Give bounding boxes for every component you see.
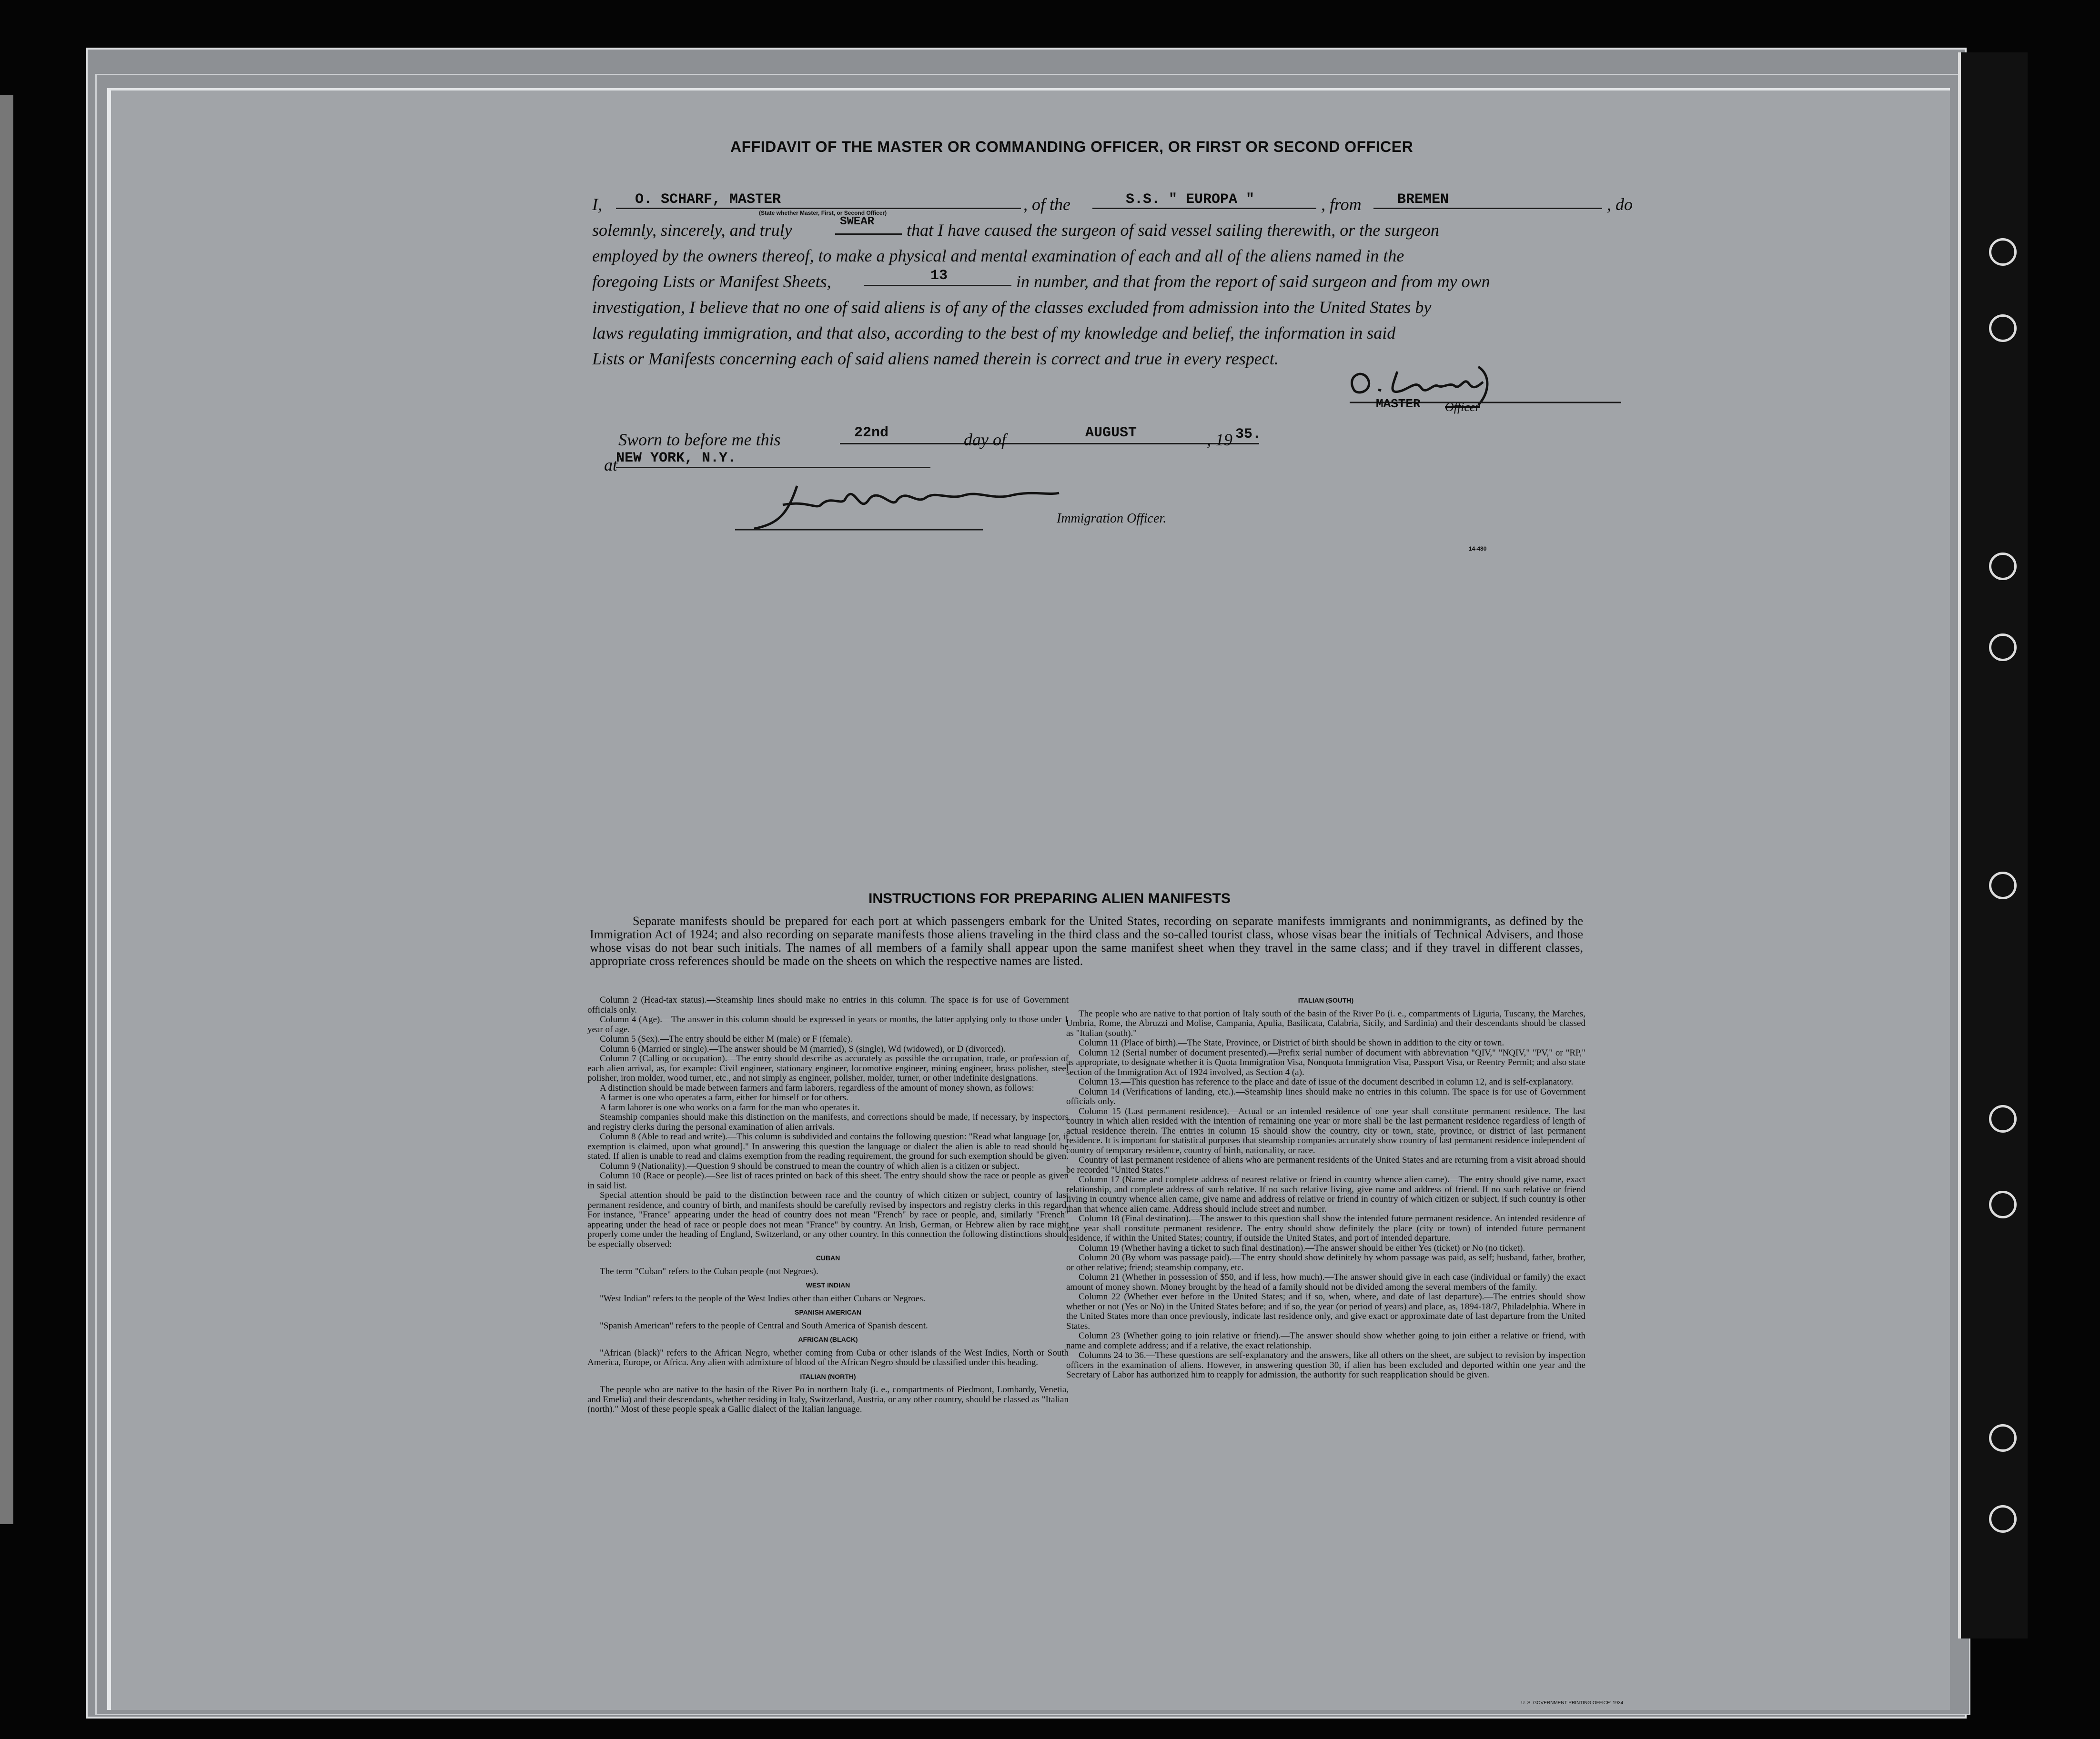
instruction-paragraph: Column 17 (Name and complete address of nearest relative or friend in country whence alien came).—The entry should give name, exact relationship, and complete address of such relative. If no such relative living, give name and address of friend. If no such relative or friend living in country whence alien came, give name and address of relative or friend in country of which citizen or subject, if such country is other than that whence alien came. Address should include street and number. <box>1066 1175 1585 1214</box>
affidavit-title: AFFIDAVIT OF THE MASTER OR COMMANDING OFFICER, OR FIRST OR SECOND OFFICER <box>730 138 1413 155</box>
vessel-name: S.S. " EUROPA " <box>1126 191 1255 208</box>
port-underline <box>1373 208 1602 209</box>
officer-note: (State whether Master, First, or Second Officer) <box>759 210 887 216</box>
oath-word: SWEAR <box>840 215 875 228</box>
affidavit-text: solemnly, sincerely, and truly <box>592 221 792 240</box>
affidavit-line-1 <box>592 194 602 214</box>
affidavit-text: day of <box>964 430 1006 449</box>
binder-strip <box>1958 52 2028 1638</box>
instruction-paragraph: Column 12 (Serial number of document presented).—Prefix serial number of document with abbreviation "QIV," "NQIV," "PV," or "RP," as appropriate, to designate whether it is Quota Immigration Visa, Nonquota Immigration Visa, Passport Visa, or Reentry Permit; and also state section of the Immigration Act of 1924 involved, as Section 4 (a). <box>1066 1047 1585 1077</box>
affidavit-text: investigation, I believe that no one of said aliens is of any of the classes excluded from admission into the United States by <box>592 298 1432 317</box>
sworn-year: 35. <box>1235 426 1262 442</box>
binder-hole-icon <box>1989 553 2017 580</box>
instructions-intro: Separate manifests should be prepared for each port at which passengers embark for the United States, recording on separate manifests immigrants and nonimmigrants, as defined by the Immigration Act of 1924; and also recording on separate manifests those aliens traveling in the third class and the so-called tourist class, whose visas bear the initials of Technical Advisers, and those whose visas do not bear such initials. The names of all members of a family shall appear upon the same manifest sheet when they travel in the same class; and if they travel in different classes, appropriate cross references should be made on the sheets on which the respective names are listed. <box>590 914 1583 968</box>
departure-port: BREMEN <box>1397 191 1449 208</box>
binder-hole-icon <box>1989 633 2017 661</box>
printing-office-note: U. S. GOVERNMENT PRINTING OFFICE: 1934 <box>1521 1700 1624 1706</box>
instruction-paragraph: The people who are native to that portion of Italy south of the basin of the River Po (i. e., compartments of Liguria, Tuscany, the Marches, Umbria, Rome, the Abruzzi and Molise, Campania, Apulia, Basilicata, Calabria, Sicily, and Sardinia) and their descendants should be classed as "Italian (south)." <box>1066 1008 1585 1038</box>
instructions-title: INSTRUCTIONS FOR PREPARING ALIEN MANIFESTS <box>868 891 1231 906</box>
instruction-paragraph: "African (black)" refers to the African Negro, whether coming from Cuba or other islands of the West Indies, North or South America, Europe, or Africa. Any alien with admixture of blood of the African Negro should be classified under this heading. <box>587 1347 1069 1367</box>
section-heading: ITALIAN (SOUTH) <box>1298 996 1354 1004</box>
instruction-paragraph: "Spanish American" refers to the people of Central and South America of Spanish descent. <box>600 1320 928 1331</box>
sworn-day: 22nd <box>854 425 889 441</box>
affidavit-text: Sworn to before me this <box>618 430 781 449</box>
instruction-paragraph: Column 2 (Head-tax status).—Steamship lines should make no entries in this column. The space is for use of Government officials only. <box>587 995 1069 1015</box>
signer-title: MASTER <box>1376 397 1421 411</box>
instruction-paragraph: Column 19 (Whether having a ticket to such final destination).—The answer should be either Yes (ticket) or No (no ticket). <box>1079 1243 1525 1253</box>
instruction-paragraph: Column 23 (Whether going to join relative or friend).—The answer should show whether going to join either a relative or friend, with name and complete address; and if a relative, the exact relationship. <box>1066 1331 1585 1351</box>
affidavit-text: , 19 <box>1207 430 1232 449</box>
affidavit-text: I, <box>592 195 602 214</box>
affidavit-text: in number, and that from the report of said surgeon and from my own <box>1016 272 1490 291</box>
instruction-paragraph: Column 5 (Sex).—The entry should be either M (male) or F (female). <box>600 1034 853 1044</box>
sworn-day-underline <box>840 443 1059 444</box>
page-edge <box>0 95 13 1524</box>
master-name: O. SCHARF, MASTER <box>635 191 781 208</box>
section-heading: SPANISH AMERICAN <box>794 1308 861 1316</box>
sworn-place-underline <box>616 467 930 468</box>
instructions-right-column <box>1066 995 1585 1380</box>
instruction-paragraph: Column 9 (Nationality).—Question 9 should be construed to mean the country of which alien is a citizen or subject. <box>600 1161 1020 1171</box>
affidavit-text: , of the <box>1023 195 1070 214</box>
instruction-paragraph: Column 20 (By whom was passage paid).—The entry should show definitely by whom passage was paid, as self; husband, father, brother, or other relative; friend; steamship company, etc. <box>1066 1253 1585 1273</box>
instruction-paragraph: Column 18 (Final destination).—The answer to this question shall show the intended future permanent residence. An intended residence of one year shall constitute permanent residence. The entry should show definitely the place (city or town) of intended future permanent residence, if within the United States; country, if outside the United States, and port of intended departure. <box>1066 1214 1585 1243</box>
affidavit-text: foregoing Lists or Manifest Sheets, <box>592 272 831 291</box>
affidavit-text: , do <box>1607 195 1633 214</box>
affidavit-text: employed by the owners thereof, to make a physical and mental examination of each and all of the aliens named in the <box>592 246 1404 265</box>
instruction-paragraph: Country of last permanent residence of aliens who are permanent residents of the United States and are returning from a visit abroad should be recorded "United States." <box>1066 1155 1585 1175</box>
master-name-underline <box>616 208 1021 209</box>
sworn-month: AUGUST <box>1085 425 1137 441</box>
instruction-paragraph: A distinction should be made between farmers and farm laborers, regardless of the amount of money shown, as follows: <box>600 1083 1034 1093</box>
binder-hole-icon <box>1989 1191 2017 1218</box>
affidavit-text: laws regulating immigration, and that also, according to the best of my knowledge and belief, the information in said <box>592 323 1396 342</box>
instruction-paragraph: Column 15 (Last permanent residence).—Actual or an intended residence of one year shall constitute permanent residence. The last country in which alien resided with the intention of remaining one year or more shall be the last permanent residence regardless of length of actual residence therein. The entries in column 15 should show the country, city or town, state, province, or district of last permanent residence. It is important for statistical purposes that steamship companies accurately show country of last permanent residence independent of country of temporary residence, country of birth, nationality, or race. <box>1066 1106 1585 1156</box>
binder-hole-icon <box>1989 1424 2017 1452</box>
struck-word: Officer <box>1445 400 1480 414</box>
instruction-paragraph: "West Indian" refers to the people of the West Indies other than either Cubans or Negroes. <box>600 1293 926 1304</box>
binder-hole-icon <box>1989 1505 2017 1533</box>
instruction-paragraph: A farmer is one who operates a farm, either for himself or for others. <box>600 1093 848 1103</box>
instruction-paragraph: Column 10 (Race or people).—See list of races printed on back of this sheet. The entry should show the race or people as given in said list. <box>587 1171 1069 1191</box>
instruction-paragraph: Column 22 (Whether ever before in the United States; and if so, when, where, and date of last departure).—The entries should show whether or not (Yes or No) in the United States before; and if so, the year (or period of years) and place, as, 1894-18/7, Philadelphia. Where in the United States more than once previously, indicate last residence only, and give exact or approximate date of last departure from the United States. <box>1066 1292 1585 1331</box>
instruction-paragraph: The term "Cuban" refers to the Cuban people (not Negroes). <box>600 1266 818 1277</box>
affidavit-text: Lists or Manifests concerning each of said aliens named therein is correct and true in every respect. <box>592 349 1279 368</box>
instruction-paragraph: Column 14 (Verifications of landing, etc.).—Steamship lines should make no entries in this column. The space is for use of Government officials only. <box>1066 1086 1585 1106</box>
instruction-paragraph: Special attention should be paid to the distinction between race and the country of which citizen or subject, country of last permanent residence, and country of birth, and manifests should be carefully revised by inspectors and registry clerks in this regard. For instance, "France" appearing under the head of country does not mean "French" by race or people, and, similarly "French" appearing under the head of race or people does not mean "France" by country. An Irish, German, or Hebrew alien by race might properly come under the heading of England, Switzerland, or any other country. In this connection the following distinctions should be especially observed: <box>587 1190 1069 1249</box>
section-heading: WEST INDIAN <box>806 1281 850 1289</box>
vessel-underline <box>1092 208 1316 209</box>
officer-signature <box>726 472 1297 538</box>
section-heading: AFRICAN (BLACK) <box>798 1336 858 1343</box>
oath-underline <box>835 233 902 235</box>
instruction-paragraph: Column 4 (Age).—The answer in this column should be expressed in years or months, the latter applying only to those under 1 year of age. <box>587 1015 1069 1035</box>
affidavit-text: that I have caused the surgeon of said vessel sailing therewith, or the surgeon <box>907 221 1439 240</box>
section-heading: CUBAN <box>816 1254 840 1262</box>
affidavit-text: , from <box>1321 195 1362 214</box>
binder-hole-icon <box>1989 1105 2017 1133</box>
instruction-paragraph: Column 13.—This question has reference to the place and date of issue of the document described in column 12, and is self-explanatory. <box>1079 1077 1574 1087</box>
binder-hole-icon <box>1989 238 2017 266</box>
form-number: 14-480 <box>1469 545 1487 552</box>
instruction-paragraph: Column 6 (Married or single).—The answer should be M (married), S (single), Wd (widowed), or D (divorced). <box>600 1044 1006 1054</box>
instruction-paragraph: Steamship companies should make this distinction on the manifests, and corrections should be made, if necessary, by inspectors and registry clerks during the personal examination of alien arrivals. <box>587 1112 1069 1132</box>
manifest-page <box>107 88 1950 1710</box>
section-heading: ITALIAN (NORTH) <box>800 1372 856 1380</box>
affidavit-text: at <box>604 455 618 474</box>
sheet-count: 13 <box>930 268 948 284</box>
instruction-paragraph: Column 11 (Place of birth).—The State, Province, or District of birth should be shown in addition to the city or town. <box>1079 1038 1504 1048</box>
instruction-paragraph: The people who are native to the basin of the River Po in northern Italy (i. e., compartments of Piedmont, Lombardy, Venetia, and Emelia) and their descendants, whether residing in Italy, Switzerland, Austria, or any other country, should be classed as "Italian (north)." Most of these people speak a Gallic dialect of the Italian language. <box>587 1385 1069 1414</box>
officer-label: Immigration Officer. <box>1057 511 1167 526</box>
sheet-count-underline <box>864 285 1011 286</box>
binder-hole-icon <box>1989 314 2017 342</box>
binder-hole-icon <box>1989 872 2017 899</box>
instruction-paragraph: Column 21 (Whether in possession of $50, and if less, how much).—The answer should give in each case (individual or family) the exact amount of money shown. Money brought by the head of a family should not be divided among the several members of the family. <box>1066 1272 1585 1292</box>
sworn-place: NEW YORK, N.Y. <box>616 450 737 466</box>
instruction-paragraph: Column 8 (Able to read and write).—This column is subdivided and contains the following question: "Read what language [or, if exemption is claimed, upon what ground]." In answering this question the language or dialect the alien is able to read should be stated. If alien is unable to read and claims exemption from the reading requirement, the ground for such exemption should be given. <box>587 1132 1069 1161</box>
instruction-paragraph: Column 7 (Calling or occupation).—The entry should describe as accurately as possible the occupation, trade, or profession of each alien arrival, as, for example: Civil engineer, stationary engineer, locomotive engineer, mining engineer, brass polisher, steel polisher, iron molder, wood turner, etc., and not simply as engineer, polisher, molder, turner, or other indefinite designations. <box>587 1054 1069 1083</box>
instruction-paragraph: A farm laborer is one who works on a farm for the man who operates it. <box>600 1102 860 1113</box>
instructions-left-column <box>587 995 1069 1415</box>
instruction-paragraph: Columns 24 to 36.—These questions are self-explanatory and the answers, like all others on the sheet, are subject to revision by inspection officers in the examination of aliens. However, in answering question 30, if alien has been excluded and deported within one year and the Secretary of Labor has authorized him to reapply for admission, the authority for such reapplication should be given. <box>1066 1350 1585 1380</box>
